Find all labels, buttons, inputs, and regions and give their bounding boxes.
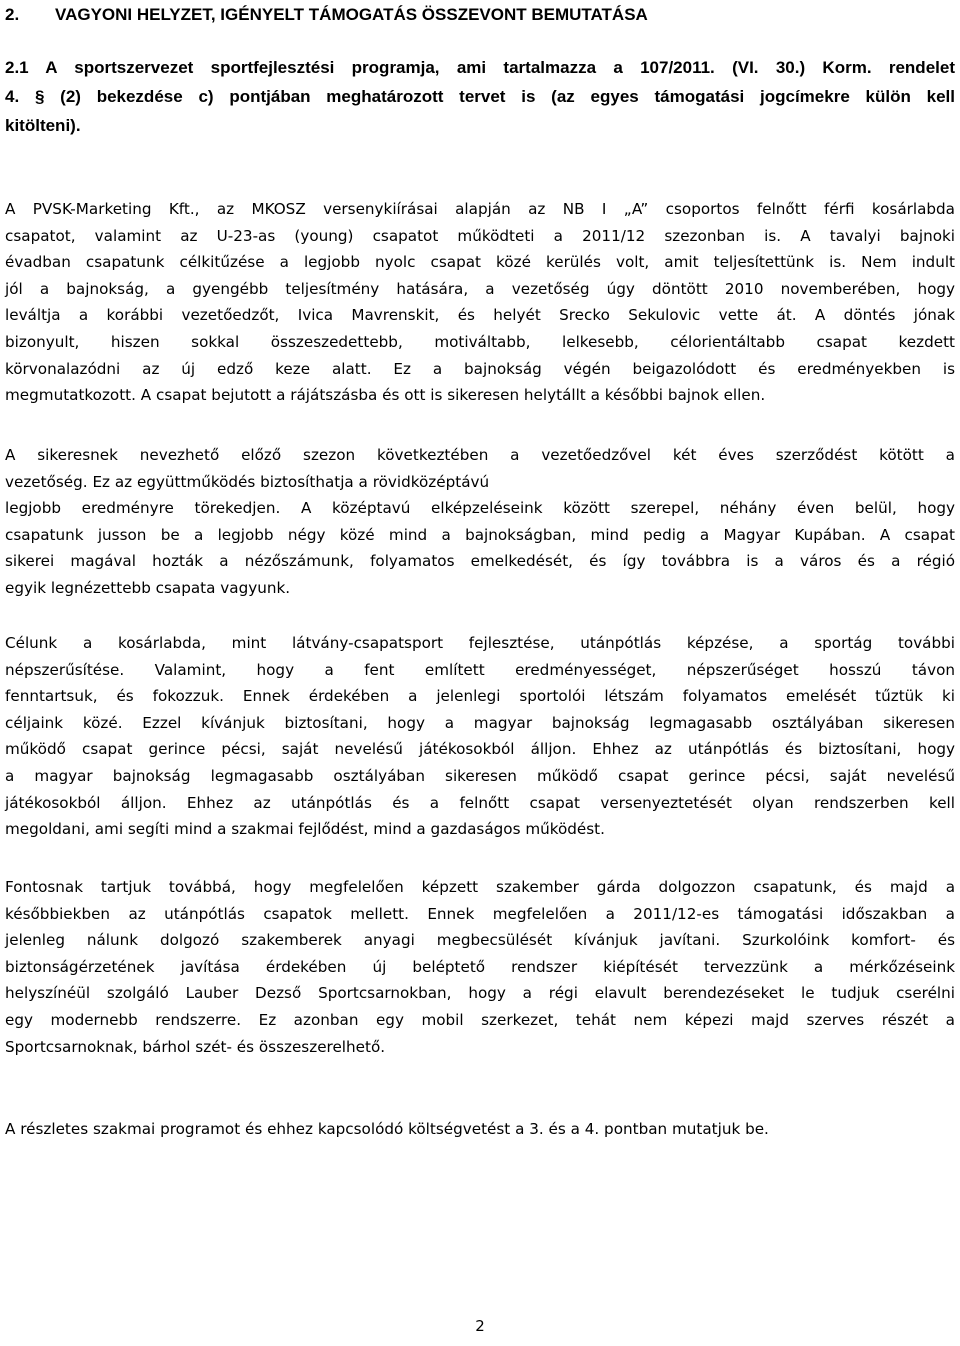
paragraph-line: megmutatkozott. A csapat bejutott a rájátszásba és ott is sikeresen helytállt a későbbi bajnok ellen. — [5, 386, 766, 405]
paragraph-line: bizonyult, hiszen sokkal összeszedettebb, motiváltabb, lelkesebb, célorientáltabb csapat kezdett — [5, 332, 955, 351]
paragraph-reference — [5, 1116, 955, 1143]
paragraph-line: jól a bajnokság, a gyengébb teljesítmény hatására, a vezetőség úgy döntött 2010 novemberében, hogy — [5, 279, 955, 298]
page-number: 2 — [475, 1317, 485, 1335]
paragraph-line: csapatot, valamint az U-23-as (young) csapatot működteti a 2011/12 szezonban is. A tavalyi bajnoki — [5, 226, 955, 245]
subsection-line: 2.1 A sportszervezet sportfejlesztési programja, ami tartalmazza a 107/2011. (VI. 30.) Korm. rendelet — [5, 58, 955, 77]
subsection-heading — [5, 53, 955, 140]
section-number: 2. — [5, 5, 20, 24]
paragraph-line: sikerei magával hozták a nézőszámunk, folyamatos emelkedését, és így továbbra is a város és a régió — [5, 552, 955, 571]
paragraph-line: legjobb eredményre törekedjen. A középtavú elképzeléseink között szerepel, néhány éven belül, hogy — [5, 499, 955, 518]
paragraph-line: Fontosnak tartjuk továbbá, hogy megfelelően képzett szakember gárda dolgozzon csapatunk, és majd a — [5, 878, 955, 896]
paragraph-line: egyik legnézettebb csapata vagyunk. — [5, 578, 291, 597]
paragraph-line: A sikeresnek nevezhető előző szezon következtében a vezetőedzővel két éves szerződést kötött a — [5, 446, 955, 464]
paragraph-line: népszerűsítése. Valamint, hogy a fent említett eredményességet, népszerűséget hosszú távon — [5, 660, 955, 679]
paragraph-line: leváltja a korábbi vezetőedzőt, Ivica Mavrenskit, és helyét Srecko Sekulovic vette át. A döntés jónak — [5, 306, 955, 325]
paragraph-line: A részletes szakmai programot és ehhez kapcsolódó költségvetést a 3. és a 4. pontban mutatjuk be. — [5, 1120, 769, 1138]
subsection-line: kitölteni). — [5, 116, 81, 135]
paragraph-line: egy modernebb rendszerre. Ez azonban egy mobil szerkezet, tehát nem képezi majd szerves részét a — [5, 1010, 955, 1029]
paragraph-line: fenntartsuk, és fokozzuk. Ennek érdekében a jelenlegi sportolói létszám folyamatos emelését tűztük ki — [5, 687, 955, 706]
paragraph-line: biztonságérzetének javítása érdekében új beléptető rendszer kiépítését tervezzünk a mérkőzéseink — [5, 957, 955, 976]
paragraph-line: a magyar bajnokság legmagasabb osztályában sikeresen működő csapat gerince pécsi, saját nevelésű — [5, 766, 955, 785]
paragraph-line: működő csapat gerince pécsi, saját nevelésű játékosokból álljon. Ehhez az utánpótlás és biztosítani, hogy — [5, 740, 955, 759]
paragraph-line: Célunk a kosárlabda, mint látvány-csapatsport fejlesztése, utánpótlás képzése, a sportág további — [5, 634, 955, 652]
paragraph-line: jelenleg nálunk dolgozó szakemberek anyagi megbecsülését kívánjuk javítani. Szurkolóink komfort- és — [5, 931, 955, 950]
paragraph-line: helyszínéül szolgáló Lauber Dezső Sportcsarnokban, hogy a régi elavult berendezéseket le tudjuk cserélni — [5, 984, 955, 1003]
paragraph-line: játékosokból álljon. Ehhez az utánpótlás és a felnőtt csapat versenyeztetését olyan rendszerben kell — [5, 793, 955, 812]
paragraph-line: Sportcsarnoknak, bárhol szét- és összeszerelhető. — [5, 1037, 386, 1056]
paragraph-team-overview — [5, 196, 955, 409]
section-heading — [5, 2, 955, 28]
paragraph-line: későbbiekben az utánpótlás csapatok mellett. Ennek megfelelően a 2011/12-es támogatási időszakban a — [5, 904, 955, 923]
paragraph-line: évadban csapatunk célkitűzése a legjobb nyolc csapat közé kerülés volt, amit teljesítettünk is. Nem indult — [5, 253, 955, 272]
paragraph-line: céljaink közé. Ezzel kívánjuk biztosítani, hogy a magyar bajnokság legmagasabb osztályában sikeresen — [5, 713, 955, 732]
paragraph-line: körvonalazódni az új edző keze alatt. Ez a bajnokság végén beigazolódott és eredményekben is — [5, 359, 955, 378]
paragraph-line: A PVSK-Marketing Kft., az MKOSZ versenykiírásai alapján az NB I „A” csoportos felnőtt férfi kosárlabda — [5, 200, 955, 218]
paragraph-line: megoldani, ami segíti mind a szakmai fejlődést, mind a gazdaságos működést. — [5, 820, 605, 839]
paragraph-goals — [5, 630, 955, 843]
paragraph-line: vezetőség. Ez az együttműködés biztosíthatja a rövidközéptávú — [5, 472, 490, 491]
subsection-line: 4. § (2) bekezdése c) pontjában meghatározott tervet is (az egyes támogatási jogcímekre külön kell — [5, 87, 955, 106]
paragraph-coach-contract — [5, 442, 955, 602]
section-title: VAGYONI HELYZET, IGÉNYELT TÁMOGATÁS ÖSSZEVONT BEMUTATÁSA — [55, 5, 648, 24]
paragraph-staff-and-facilities — [5, 874, 955, 1060]
paragraph-line: csapatunk jusson be a legjobb négy közé mind a bajnokságban, mind pedig a Magyar Kupában. A csapat — [5, 525, 955, 544]
